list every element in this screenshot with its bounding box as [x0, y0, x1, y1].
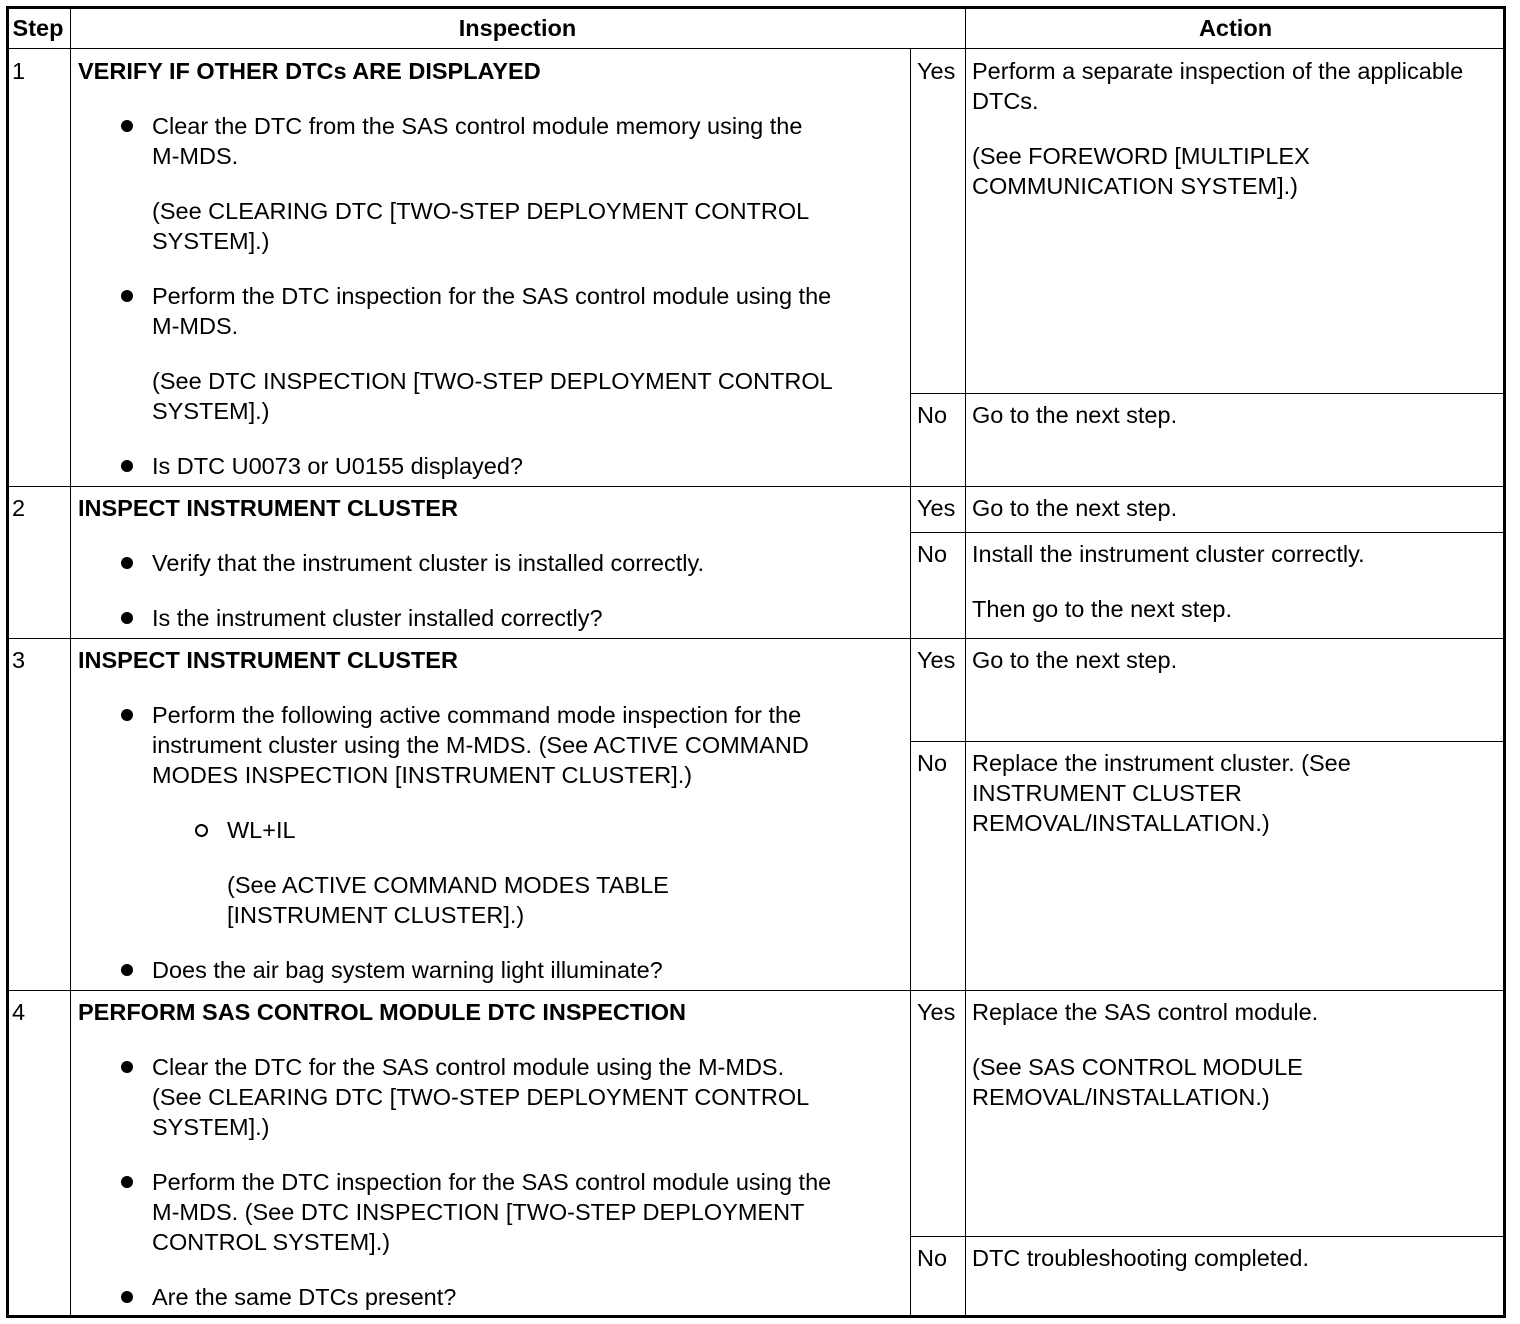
step-title: INSPECT INSTRUMENT CLUSTER — [78, 495, 458, 521]
header-step: Step — [12, 15, 64, 41]
step-line: SYSTEM].) — [152, 1114, 270, 1140]
action-line: Go to the next step. — [972, 402, 1178, 428]
step-line: Perform the DTC inspection for the SAS control module using the — [152, 1169, 832, 1195]
step-line: (See ACTIVE COMMAND MODES TABLE — [227, 872, 669, 898]
action-line: DTCs. — [972, 88, 1039, 114]
step-number: 3 — [12, 647, 26, 673]
row-divider — [6, 990, 1506, 991]
step-line: SYSTEM].) — [152, 398, 270, 424]
action-line: (See SAS CONTROL MODULE — [972, 1054, 1303, 1080]
step-line: SYSTEM].) — [152, 228, 270, 254]
row-divider — [6, 48, 1506, 49]
bullet-icon — [121, 557, 133, 569]
action-line: Perform a separate inspection of the applicable — [972, 58, 1464, 84]
result-divider — [910, 1236, 1506, 1237]
action-line: Replace the instrument cluster. (See — [972, 750, 1351, 776]
step-line: Is DTC U0073 or U0155 displayed? — [152, 453, 523, 479]
yes-label: Yes — [917, 999, 956, 1025]
bullet-icon — [121, 120, 133, 132]
no-label: No — [917, 402, 948, 428]
header-action: Action — [1198, 15, 1273, 41]
step-line: Are the same DTCs present? — [152, 1284, 457, 1310]
action-line: Replace the SAS control module. — [972, 999, 1319, 1025]
action-line: COMMUNICATION SYSTEM].) — [972, 173, 1298, 199]
step-line: instrument cluster using the M-MDS. (See ACTIVE COMMAND — [152, 732, 809, 758]
yes-label: Yes — [917, 647, 956, 673]
step-line: Clear the DTC from the SAS control module memory using the — [152, 113, 803, 139]
action-line: Then go to the next step. — [972, 596, 1232, 622]
row-divider — [6, 486, 1506, 487]
no-label: No — [917, 1245, 948, 1271]
bullet-icon — [121, 709, 133, 721]
sub-bullet-icon — [195, 824, 208, 837]
step-line: Perform the following active command mode inspection for the — [152, 702, 802, 728]
step-line: (See CLEARING DTC [TWO-STEP DEPLOYMENT CONTROL — [152, 198, 810, 224]
step-line: (See CLEARING DTC [TWO-STEP DEPLOYMENT CONTROL — [152, 1084, 810, 1110]
result-divider — [910, 532, 1506, 533]
step-line: M-MDS. — [152, 313, 239, 339]
yes-label: Yes — [917, 495, 956, 521]
no-label: No — [917, 541, 948, 567]
step-number: 1 — [12, 58, 26, 84]
step-title: PERFORM SAS CONTROL MODULE DTC INSPECTION — [78, 999, 686, 1025]
step-line: Does the air bag system warning light illuminate? — [152, 957, 663, 983]
header-inspection: Inspection — [458, 15, 577, 41]
action-line: (See FOREWORD [MULTIPLEX — [972, 143, 1310, 169]
action-line: REMOVAL/INSTALLATION.) — [972, 1084, 1270, 1110]
step-line: Verify that the instrument cluster is installed correctly. — [152, 550, 705, 576]
step-number: 2 — [12, 495, 26, 521]
bullet-icon — [121, 964, 133, 976]
column-divider — [965, 6, 966, 1318]
action-line: REMOVAL/INSTALLATION.) — [972, 810, 1270, 836]
column-divider — [910, 48, 911, 1318]
step-line: M-MDS. — [152, 143, 239, 169]
row-divider — [6, 638, 1506, 639]
bullet-icon — [121, 460, 133, 472]
bullet-icon — [121, 612, 133, 624]
step-line: WL+IL — [227, 817, 296, 843]
bullet-icon — [121, 1291, 133, 1303]
step-line: Is the instrument cluster installed correctly? — [152, 605, 603, 631]
step-line: Clear the DTC for the SAS control module using the M-MDS. — [152, 1054, 785, 1080]
action-line: Go to the next step. — [972, 647, 1178, 673]
step-line: M-MDS. (See DTC INSPECTION [TWO-STEP DEPLOYMENT — [152, 1199, 805, 1225]
step-title: INSPECT INSTRUMENT CLUSTER — [78, 647, 458, 673]
result-divider — [910, 393, 1506, 394]
step-number: 4 — [12, 999, 26, 1025]
step-line: MODES INSPECTION [INSTRUMENT CLUSTER].) — [152, 762, 693, 788]
bullet-icon — [121, 1176, 133, 1188]
bullet-icon — [121, 1061, 133, 1073]
no-label: No — [917, 750, 948, 776]
yes-label: Yes — [917, 58, 956, 84]
column-divider — [70, 6, 71, 1318]
step-line: CONTROL SYSTEM].) — [152, 1229, 391, 1255]
step-title: VERIFY IF OTHER DTCs ARE DISPLAYED — [78, 58, 541, 84]
action-line: INSTRUMENT CLUSTER — [972, 780, 1242, 806]
action-line: DTC troubleshooting completed. — [972, 1245, 1310, 1271]
result-divider — [910, 741, 1506, 742]
action-line: Go to the next step. — [972, 495, 1178, 521]
step-line: (See DTC INSPECTION [TWO-STEP DEPLOYMENT CONTROL — [152, 368, 833, 394]
step-line: [INSTRUMENT CLUSTER].) — [227, 902, 525, 928]
step-line: Perform the DTC inspection for the SAS control module using the — [152, 283, 832, 309]
bullet-icon — [121, 290, 133, 302]
action-line: Install the instrument cluster correctly. — [972, 541, 1365, 567]
